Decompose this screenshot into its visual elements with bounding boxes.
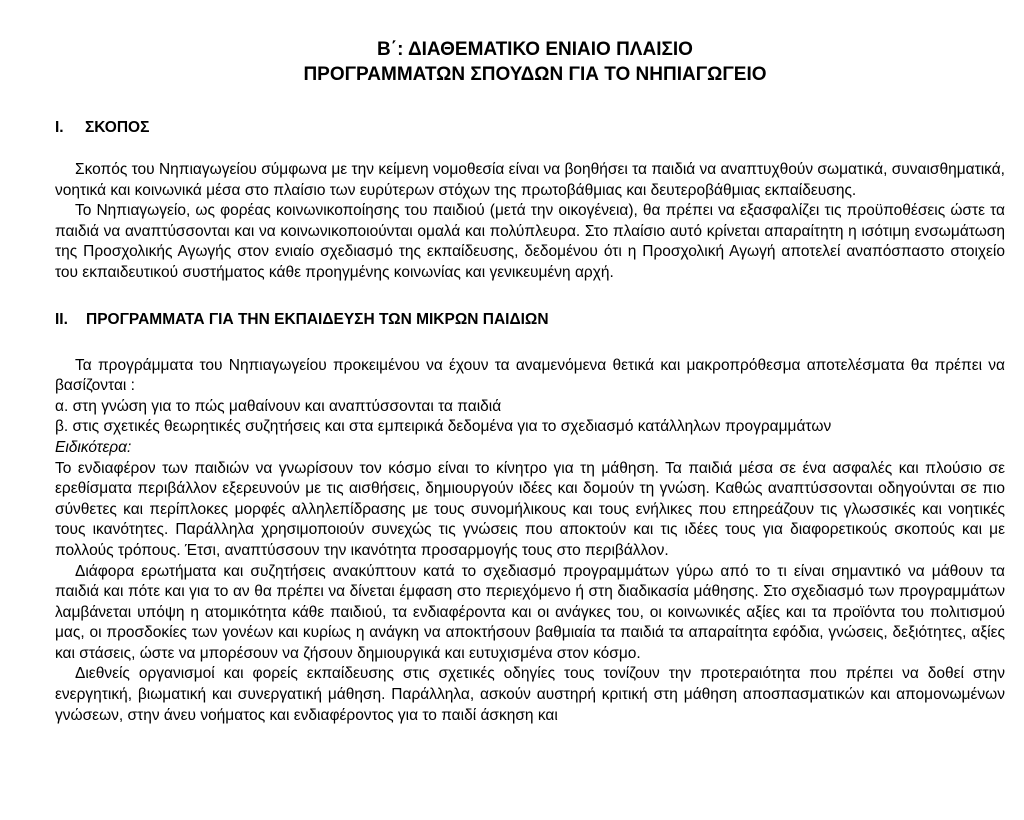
title-line-2: ΠΡΟΓΡΑΜΜΑΤΩΝ ΣΠΟΥΔΩΝ ΓΙΑ ΤΟ ΝΗΠΙΑΓΩΓΕΙΟ — [303, 64, 767, 85]
title-line-1: Β΄: ΔΙΑΘΕΜΑΤΙΚΟ ΕΝΙΑΙΟ ΠΛΑΙΣΙΟ — [377, 39, 693, 60]
section-1-title: ΣΚΟΠΟΣ — [85, 119, 150, 136]
section-2-number: ΙΙ. — [55, 310, 68, 328]
document-page — [55, 0, 1005, 726]
section-1-paragraph-1: Σκοπός του Νηπιαγωγείου σύμφωνα με την κείμενη νομοθεσία είναι να βοηθήσει τα παιδιά να αναπτυχθούν σωματικά, συναισθηματικά, νοητικά και κοινωνικά μέσα στο πλαίσιο των ευρύτερων στόχων της πρωτοβάθμιας και δευτεροβάθμιας εκπαίδευσης. — [55, 161, 1005, 199]
section-1-heading — [55, 118, 1005, 138]
section-2-title: ΠΡΟΓΡΑΜΜΑΤΑ ΓΙΑ ΤΗΝ ΕΚΠΑΙΔΕΥΣΗ ΤΩΝ ΜΙΚΡΩΝ ΠΑΙΔΙΩΝ — [86, 310, 549, 328]
section-1-paragraph-2: Το Νηπιαγωγείο, ως φορέας κοινωνικοποίησης του παιδιού (μετά την οικογένεια), θα πρέπει να εξασφαλίζει τις προϋποθέσεις ώστε τα παιδιά να αναπτύσσονται και να κοινωνικοποιούνται ομαλά και πολύπλευρα. Στο πλαίσιο αυτό κρίνεται απαραίτητη η ισότιμη ενσωμάτωση της Προσχολικής Αγωγής στον ενιαίο σχεδιασμό της εκπαίδευσης, δεδομένου ότι η Προσχολική Αγωγή αποτελεί αναπόσπαστο στοιχείο του εκπαιδευτικού συστήματος κάθε προηγμένης κοινωνίας και γενικευμένη αρχή. — [55, 202, 1005, 281]
specifically-label: Ειδικότερα: — [55, 438, 132, 456]
section-1-number: Ι. — [55, 119, 64, 136]
section-2-body — [55, 356, 1005, 727]
section-2-paragraph-3: Διάφορα ερωτήματα και συζητήσεις ανακύπτουν κατά το σχεδιασμό προγραμμάτων γύρω από το τι είναι σημαντικό να μάθουν τα παιδιά και πότε και για το αν θα πρέπει να δίνεται έμφαση στο περιεχόμενο ή στη διαδικασία μάθησης. Στο σχεδιασμό των προγραμμάτων λαμβάνεται υπόψη η ατομικότητα κάθε παιδιού, τα ενδιαφέροντα και οι ανάγκες του, οι κοινωνικές αξίες και τα προϊόντα του πολιτισμού μας, οι προσδοκίες των γονέων και κυρίως η ανάγκη να αποκτήσουν βαθμιαία τα παιδιά τα απαραίτητα εφόδια, γνώσεις, δεξιότητες, αξίες και στάσεις, ώστε να μπορέσουν να ζήσουν δημιουργικά και ευτυχισμένα στον κόσμο. — [55, 562, 1005, 662]
list-item-a: α. στη γνώση για το πώς μαθαίνουν και αναπτύσσονται τα παιδιά — [55, 397, 502, 415]
list-item-b: β. στις σχετικές θεωρητικές συζητήσεις και στα εμπειρικά δεδομένα για το σχεδιασμό κατάλληλων προγραμμάτων — [55, 418, 832, 436]
section-2-paragraph-4: Διεθνείς οργανισμοί και φορείς εκπαίδευσης στις σχετικές οδηγίες τους τονίζουν την προτεραιότητα που πρέπει να δοθεί στην ενεργητική, βιωματική και συνεργατική μάθηση. Παράλληλα, ασκούν αυστηρή κριτική στη μάθηση αποσπασματικών και απομονωμένων γνώσεων, στην άνευ νοήματος και ενδιαφέροντος για το παιδί άσκηση και — [55, 665, 1005, 724]
section-2-heading — [55, 310, 1005, 330]
section-2-paragraph-1: Τα προγράμματα του Νηπιαγωγείου προκειμένου να έχουν τα αναμενόμενα θετικά και μακροπρόθεσμα αποτελέσματα θα πρέπει να βασίζονται : — [55, 356, 1005, 395]
document-title — [55, 0, 1005, 87]
section-2-paragraph-2: Το ενδιαφέρον των παιδιών να γνωρίσουν τον κόσμο είναι το κίνητρο για τη μάθηση. Τα παιδιά μέσα σε ένα ασφαλές και πλούσιο σε ερεθίσματα περιβάλλον εξερευνούν με τις αισθήσεις, δημιουργούν ιδέες και δομούν τη γνώση. Καθώς αναπτύσσονται οδηγούνται σε πιο σύνθετες και περίπλοκες μορφές αλληλεπίδρασης με τους συνομήλικους και τους ενήλικες που επηρεάζουν τις γλωσσικές και νοητικές τους ικανότητες. Παράλληλα χρησιμοποιούν συνεχώς τις γνώσεις που αποκτούν και τις ιδέες τους για διαφορετικούς σκοπούς και με πολλούς τρόπους. Έτσι, αναπτύσσουν την ικανότητα προσαρμογής τους στο περιβάλλον. — [55, 459, 1005, 559]
section-1-body — [55, 160, 1005, 284]
